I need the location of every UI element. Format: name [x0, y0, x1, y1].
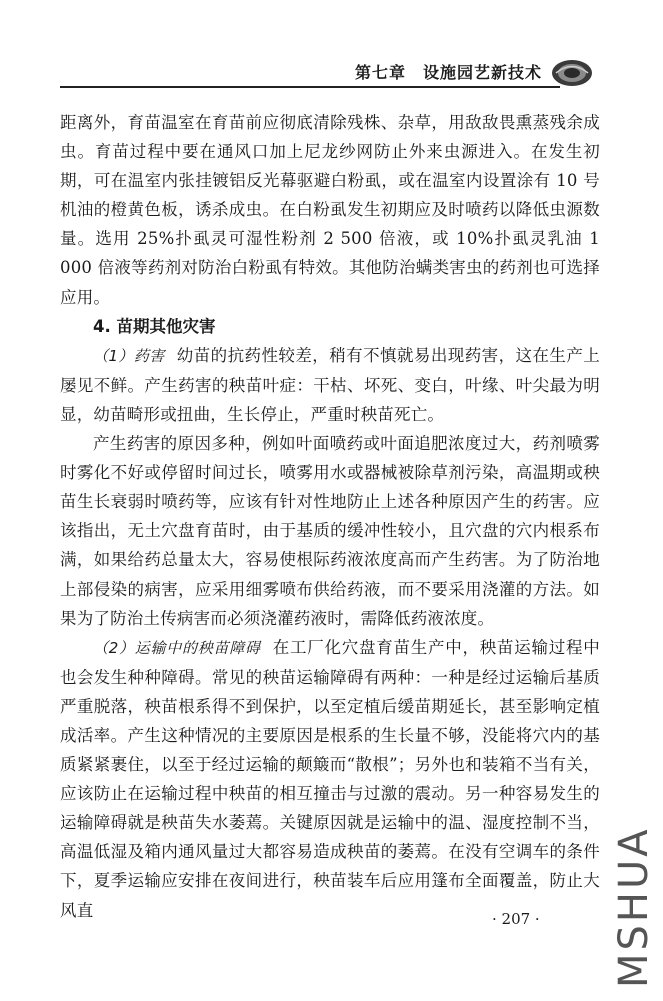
- paragraph: 距离外，育苗温室在育苗前应彻底清除残株、杂草，用敌敌畏熏蒸残余成虫。育苗过程中要在通风口加上尼龙纱网防止外来虫源进入。在发生初期，可在温室内张挂镀铝反光幕驱避白粉虱，或在温室内设置涂有 10 号机油的橙黄色板，诱杀成虫。在白粉虱发生初期应及时喷药以降低虫源数量。选用 25%扑虱灵可湿性粉剂 2 500 倍液，或 10%扑虱灵乳油 1 000 倍液等药剂对防治白粉虱有特效。其他防治螨类害虫的药剂也可选择应用。: [60, 113, 600, 307]
- header-rule: [60, 86, 560, 88]
- paragraph-text: 幼苗的抗药性较差，稍有不慎就易出现药害，这在生产上屡见不鲜。产生药害的秧苗叶症：干枯、坏死、变白，叶缘、叶尖最为明显，幼苗畸形或扭曲，生长停止，严重时秧苗死亡。: [60, 345, 601, 424]
- chapter-emblem-icon: [550, 58, 594, 88]
- running-header: [60, 58, 600, 90]
- run-in-label: （1）药害: [93, 346, 165, 365]
- chapter-title: 第七章 设施园艺新技术: [354, 63, 542, 82]
- section-heading: 4. 苗期其他灾害: [93, 316, 216, 336]
- paragraph-text: 在工厂化穴盘育苗生产中，秧苗运输过程中也会发生种种障碍。常见的秧苗运输障碍有两种：一种是经过运输后基质严重脱落，秧苗根系得不到保护，以至定植后缓苗期延长，甚至影响定植成活率。产生这种情况的主要原因是根系的生长量不够，没能将穴内的基质紧紧裹住，以至于经过运输的颠簸而“散根”；另外也和装箱不当有关，应该防止在运输过程中秧苗的相互撞击与过激的震动。另一种容易发生的运输障碍就是秧苗失水萎蔫。关键原因就是运输中的温、湿度控制不当，高温低湿及箱内通风量过大都容易造成秧苗的萎蔫。在没有空调车的条件下，夏季运输应安排在夜间进行，秧苗装车后应用篷布全面覆盖，防止大风直: [60, 637, 600, 920]
- paragraph: [60, 633, 600, 925]
- watermark: [605, 826, 657, 990]
- paragraph: 产生药害的原因多种，例如叶面喷药或叶面追肥浓度过大，药剂喷雾时雾化不好或停留时间过长，喷雾用水或器械被除草剂污染，高温期或秧苗生长衰弱时喷药等，应该有针对性地防止上述各种原因产生的药害。应该指出，无土穴盘育苗时，由于基质的缓冲性较小，且穴盘的穴内根系布满，如果给药总量太大，容易使根际药液浓度高而产生药害。为了防治地上部侵染的病害，应采用细雾喷布供给药液，而不要采用浇灌的方法。如果为了防治土传病害而必须浇灌药液时，需降低药液浓度。: [60, 434, 600, 628]
- page-number: · 207 ·: [492, 910, 540, 928]
- run-in-label: （2）运输中的秧苗障碍: [93, 638, 261, 657]
- body-text: [60, 108, 600, 925]
- paragraph: [60, 341, 600, 429]
- watermark-text: MSHUA: [611, 826, 657, 988]
